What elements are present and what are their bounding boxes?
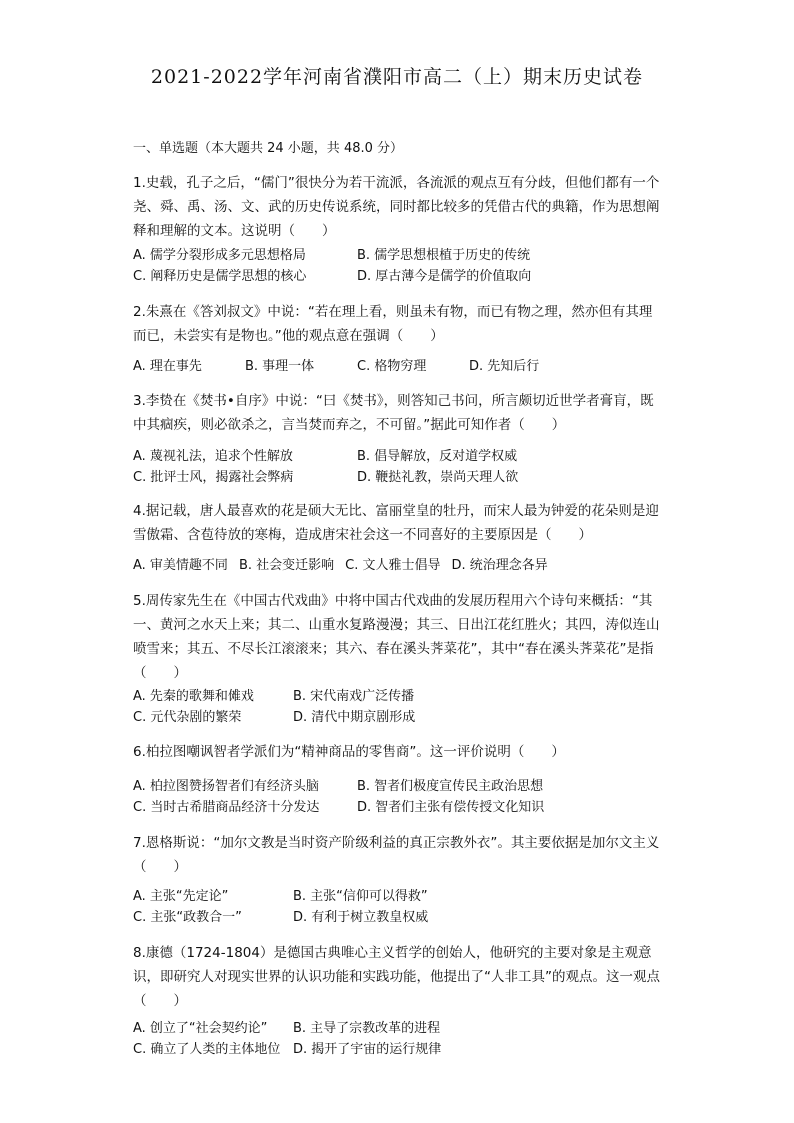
option-a[interactable]: A. 审美情趣不同	[133, 558, 228, 573]
question-2-options	[133, 356, 673, 377]
question-8-stem: 8.康德（1724-1804）是德国古典唯心主义哲学的创始人，他研究的主要对象是主观意识，即研究人对现实世界的认识功能和实践功能，他提出了“人非工具”的观点。这一观点（ ）	[133, 945, 660, 1009]
option-d[interactable]: D. 清代中期京剧形成	[293, 710, 416, 725]
question-2-stem: 2.朱熹在《答刘叔文》中说：“若在理上看，则虽未有物，而已有物之理，然亦但有其理而已，未尝实有是物也。”他的观点意在强调（ ）	[133, 304, 653, 344]
option-d[interactable]: D. 先知后行	[469, 359, 540, 374]
question-3-options	[133, 446, 673, 488]
question-5-options	[133, 686, 673, 728]
option-d[interactable]: D. 有利于树立教皇权威	[293, 910, 429, 925]
question-8-options	[133, 1018, 673, 1060]
option-c[interactable]: C. 批评士风，揭露社会弊病	[133, 470, 294, 485]
question-3-stem: 3.李贽在《焚书•自序》中说：“曰《焚书》，则答知己书问，所言颇切近世学者膏肓，既中其痼疾，则必欲杀之，言当焚而弃之，不可留。”据此可知作者（ ）	[133, 393, 654, 433]
option-d[interactable]: D. 揭开了宇宙的运行规律	[293, 1042, 442, 1057]
option-d[interactable]: D. 鞭挞礼教，崇尚天理人欲	[357, 470, 519, 485]
option-b[interactable]: B. 事理一体	[245, 359, 315, 374]
option-b[interactable]: B. 主张“信仰可以得救”	[293, 889, 428, 904]
option-c[interactable]: C. 元代杂剧的繁荣	[133, 710, 242, 725]
option-b[interactable]: B. 主导了宗教改革的进程	[293, 1021, 441, 1036]
page-title: 2021-2022学年河南省濮阳市高二（上）期末历史试卷	[150, 66, 644, 88]
option-a[interactable]: A. 理在事先	[133, 359, 202, 374]
question-6-options	[133, 776, 673, 818]
option-d[interactable]: D. 厚古薄今是儒学的价值取向	[357, 269, 532, 284]
option-c[interactable]: C. 主张“政教合一”	[133, 910, 242, 925]
option-a[interactable]: A. 主张“先定论”	[133, 889, 229, 904]
option-a[interactable]: A. 儒学分裂形成多元思想格局	[133, 248, 306, 263]
option-a[interactable]: A. 创立了“社会契约论”	[133, 1021, 268, 1036]
option-c[interactable]: C. 确立了人类的主体地位	[133, 1042, 281, 1057]
option-b[interactable]: B. 宋代南戏广泛传播	[293, 689, 415, 704]
option-a[interactable]: A. 蔑视礼法，追求个性解放	[133, 449, 293, 464]
option-b[interactable]: B. 儒学思想根植于历史的传统	[357, 248, 531, 263]
question-7-stem: 7.恩格斯说：“加尔文教是当时资产阶级利益的真正宗教外衣”。其主要依据是加尔文主义（ ）	[133, 835, 660, 875]
question-1-options	[133, 245, 673, 287]
option-b[interactable]: B. 智者们极度宣传民主政治思想	[357, 779, 544, 794]
option-a[interactable]: A. 柏拉图赞扬智者们有经济头脑	[133, 779, 319, 794]
question-7-options	[133, 886, 673, 928]
question-1-stem: 1.史载，孔子之后，“儒门”很快分为若干流派，各流派的观点互有分歧，但他们都有一个尧、舜、禹、汤、文、武的历史传说系统，同时都比较多的凭借古代的典籍，作为思想阐释和理解的文本。这说明（ ）	[133, 175, 660, 239]
section-heading: 一、单选题（本大题共 24 小题，共 48.0 分）	[133, 141, 404, 156]
option-d[interactable]: D. 统治理念各异	[451, 558, 548, 573]
option-c[interactable]: C. 当时古希腊商品经济十分发达	[133, 800, 320, 815]
option-b[interactable]: B. 倡导解放，反对道学权威	[357, 449, 518, 464]
question-4-stem: 4.据记载，唐人最喜欢的花是硕大无比、富丽堂皇的牡丹，而宋人最为钟爱的花朵则是迎雪傲霜、含苞待放的寒梅，造成唐宋社会这一不同喜好的主要原因是（ ）	[133, 503, 659, 543]
question-5-stem: 5.周传家先生在《中国古代戏曲》中将中国古代戏曲的发展历程用六个诗句来概括：“其一、黄河之水天上来；其二、山重水复路漫漫；其三、日出江花红胜火；其四，涛似连山喷雪来；其五、不尽长江滚滚来；其六、春在溪头荠菜花”，其中“春在溪头荠菜花”是指（ ）	[133, 593, 660, 681]
question-4-options	[133, 555, 673, 576]
option-c[interactable]: C. 格物穷理	[357, 359, 427, 374]
option-d[interactable]: D. 智者们主张有偿传授文化知识	[357, 800, 545, 815]
option-a[interactable]: A. 先秦的歌舞和傩戏	[133, 689, 254, 704]
option-c[interactable]: C. 文人雅士倡导	[345, 558, 441, 573]
option-b[interactable]: B. 社会变迁影响	[238, 558, 335, 573]
question-6-stem: 6.柏拉图嘲讽智者学派们为“精神商品的零售商”。这一评价说明（ ）	[133, 744, 565, 760]
option-c[interactable]: C. 阐释历史是儒学思想的核心	[133, 269, 307, 284]
